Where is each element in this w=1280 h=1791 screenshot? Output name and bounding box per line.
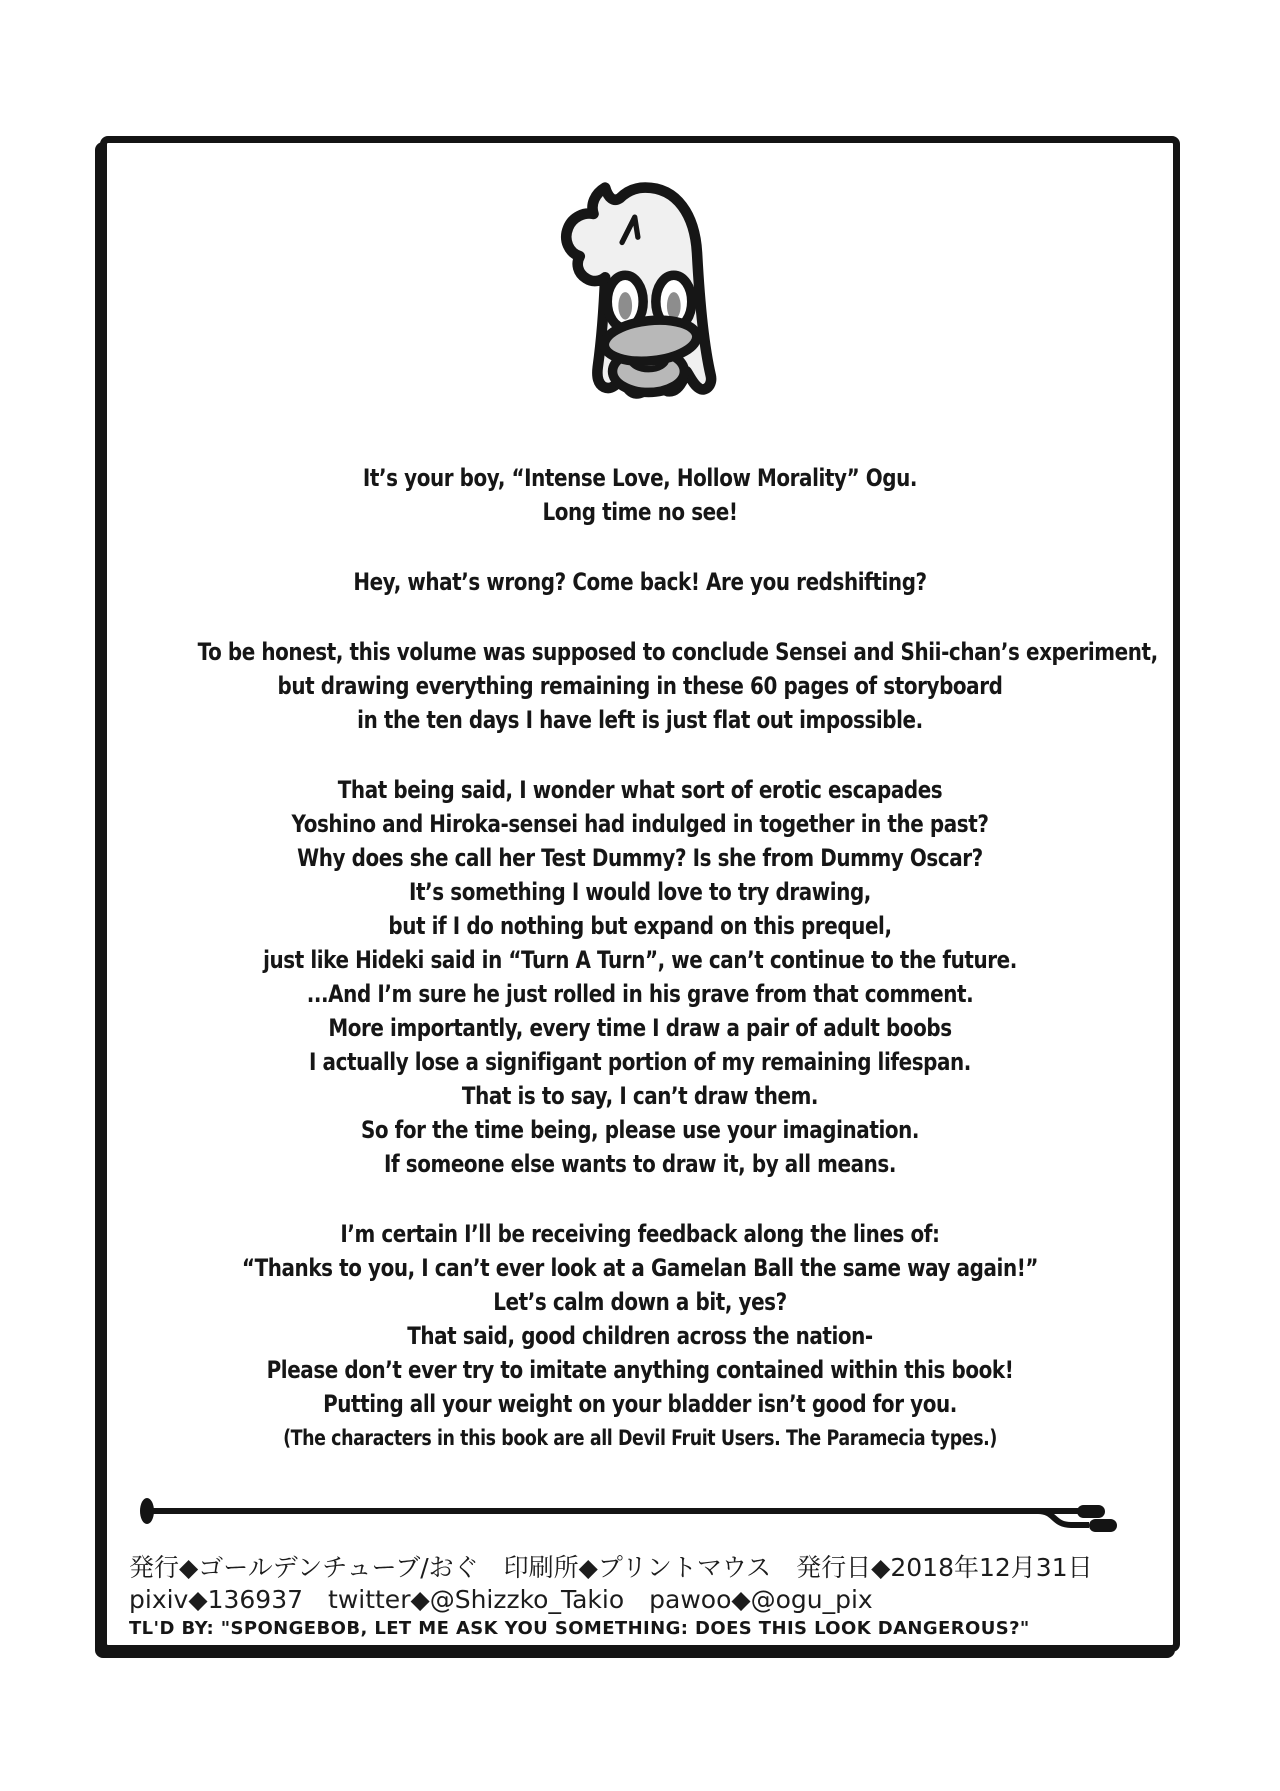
divider-cable-icon — [133, 1495, 1145, 1535]
afterword-text — [197, 461, 1158, 1455]
afterword-line: It’s your boy, “Intense Love, Hollow Morality” Ogu. — [362, 464, 918, 492]
afterword-line: Let’s calm down a bit, yes? — [493, 1288, 787, 1316]
afterword-line: That said, good children across the nation- — [407, 1322, 873, 1350]
mascot-container — [107, 177, 1173, 403]
afterword-line: ...And I’m sure he just rolled in his grave from that comment. — [306, 980, 974, 1008]
afterword-line: Hey, what’s wrong? Come back! Are you redshifting? — [353, 568, 927, 596]
afterword-line: If someone else wants to draw it, by all means. — [383, 1150, 896, 1178]
afterword-line: in the ten days I have left is just flat out impossible. — [357, 706, 923, 734]
afterword-paragraph — [198, 773, 1083, 1181]
translator-note: TL'D BY: "SPONGEBOB, LET ME ASK YOU SOMETHING: DOES THIS LOOK DANGEROUS?" — [129, 1618, 1030, 1639]
afterword-page — [100, 136, 1180, 1652]
afterword-line: So for the time being, please use your imagination. — [360, 1116, 920, 1144]
afterword-line: It’s something I would love to try drawing, — [409, 878, 871, 906]
afterword-paragraph — [198, 565, 1083, 599]
afterword-line: Long time no see! — [542, 498, 738, 526]
afterword-line: That is to say, I can’t draw them. — [461, 1082, 819, 1110]
afterword-line: That being said, I wonder what sort of erotic escapades — [337, 776, 943, 804]
afterword-line: More importantly, every time I draw a pair of adult boobs — [328, 1014, 952, 1042]
afterword-line: “Thanks to you, I can’t ever look at a Gamelan Ball the same way again!” — [241, 1254, 1039, 1282]
afterword-line: Why does she call her Test Dummy? Is she from Dummy Oscar? — [297, 844, 983, 872]
ghost-mascot-icon — [550, 177, 730, 403]
afterword-disclaimer-line: (The characters in this book are all Devil Fruit Users. The Paramecia types.) — [283, 1426, 997, 1450]
afterword-line: Please don’t ever try to imitate anything contained within this book! — [266, 1356, 1014, 1384]
social-accounts: pixiv◆136937 twitter◆@Shizzko_Takio pawoo◆@ogu_pix — [129, 1585, 873, 1614]
afterword-line: but if I do nothing but expand on this prequel, — [388, 912, 892, 940]
afterword-line: I’m certain I’ll be receiving feedback along the lines of: — [340, 1220, 940, 1248]
publication-info: 発行◆ゴールデンチューブ/おぐ 印刷所◆プリントマウス 発行日◆2018年12月31日 — [129, 1553, 1093, 1582]
afterword-paragraph — [197, 635, 1158, 737]
afterword-paragraph — [198, 461, 1083, 529]
afterword-line: I actually lose a signifigant portion of my remaining lifespan. — [309, 1048, 971, 1076]
afterword-line: To be honest, this volume was supposed to conclude Sensei and Shii-chan’s experiment, — [197, 638, 1158, 666]
afterword-line: Putting all your weight on your bladder isn’t good for you. — [323, 1390, 957, 1418]
afterword-line: Yoshino and Hiroka-sensei had indulged in together in the past? — [291, 810, 989, 838]
afterword-line: just like Hideki said in “Turn A Turn”, we can’t continue to the future. — [263, 946, 1017, 974]
afterword-line: but drawing everything remaining in these 60 pages of storyboard — [277, 672, 1003, 700]
afterword-paragraph — [198, 1217, 1083, 1455]
colophon — [129, 1551, 1139, 1642]
